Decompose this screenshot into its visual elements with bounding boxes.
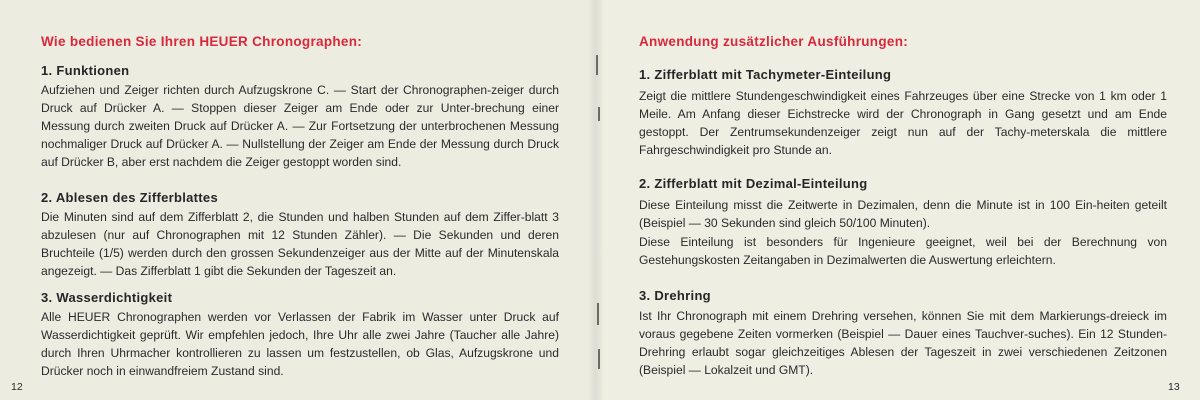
left-page	[0, 0, 595, 400]
right-page	[595, 0, 1200, 400]
paragraph-tachymeter: Zeigt die mittlere Stundengeschwindigkeit eines Fahrzeuges über eine Strecke von 1 km oder 1 Meile. Am Anfang dieser Eichstrecke wird der Chronograph in Gang gesetzt und am Ende gestoppt. Der Zentrumsekundenzeiger zeigt nun auf der Tachy-meterskala die mittlere Fahrgeschwindigkeit pro Stunde an.	[639, 89, 1167, 157]
page-number-right: 13	[1168, 381, 1180, 393]
section-heading-ablesen: 2. Ablesen des Zifferblattes	[41, 190, 218, 205]
paragraph-dezimal-2: Diese Einteilung ist besonders für Ingenieure geeignet, weil bei der Berechnung von Gestehungskosten Zeitangaben in Dezimalwerten die Auswertung erleichtern.	[639, 235, 1167, 267]
section-heading-drehring: 3. Drehring	[639, 288, 711, 303]
left-page-title: Wie bedienen Sie Ihren HEUER Chronographen:	[41, 34, 363, 49]
section-heading-tachymeter: 1. Zifferblatt mit Tachymeter-Einteilung	[639, 67, 892, 82]
section-heading-dezimal: 2. Zifferblatt mit Dezimal-Einteilung	[639, 176, 868, 191]
paragraph-drehring: Ist Ihr Chronograph mit einem Drehring versehen, können Sie mit dem Markierungs-dreieck im voraus gegebene Zeiten vormerken (Beispiel — Dauer eines Tauchver-suches). Ein 12 Stunden-Drehring erlaubt sogar gleichzeitiges Ablesen der Tageszeit in zwei verschiedenen Zeitzonen (Beispiel — Lokalzeit und GMT).	[639, 309, 1167, 377]
binding-staple-mark	[597, 303, 599, 325]
page-number-left: 12	[11, 381, 23, 393]
binding-staple-mark	[596, 55, 598, 75]
section-heading-wasserdichtigkeit: 3. Wasserdichtigkeit	[41, 290, 173, 305]
paragraph-funktionen: Aufziehen und Zeiger richten durch Aufzugskrone C. — Start der Chronographen-zeiger durch Druck auf Drücker A. — Stoppen dieser Zeiger am Ende oder zur Unter-brechung einer Messung durch zweiten Druck auf Drücker A. — Zur Fortsetzung der unterbrochenen Messung nochmaliger Druck auf Drücker A. — Nullstellung der Zeiger am Ende der Messung durch Druck auf Drücker B, aber erst nachdem die Zeiger gestoppt worden sind.	[41, 83, 559, 169]
paragraph-wasserdichtigkeit: Alle HEUER Chronographen werden vor Verlassen der Fabrik im Wasser unter Druck auf Wasserdichtigkeit geprüft. Wir empfehlen jedoch, Ihre Uhr alle zwei Jahre (Taucher alle Jahre) durch Ihren Uhrmacher kontrollieren zu lassen um festzustellen, ob Glas, Aufzugskrone und Drücker noch in einwandfreiem Zustand sind.	[41, 310, 559, 378]
right-page-title: Anwendung zusätzlicher Ausführungen:	[639, 34, 909, 49]
section-heading-funktionen: 1. Funktionen	[41, 63, 130, 78]
paragraph-ablesen: Die Minuten sind auf dem Zifferblatt 2, die Stunden und halben Stunden auf dem Ziffer-blatt 3 abzulesen (nur auf Chronographen mit 12 Stunden Zähler). — Die Sekunden und deren Bruchteile (1/5) werden durch den grossen Sekundenzeiger aus der Mitte auf der Minutenskala angezeigt. — Das Zifferblatt 1 gibt die Sekunden der Tageszeit an.	[41, 210, 559, 278]
paragraph-dezimal-1: Diese Einteilung misst die Zeitwerte in Dezimalen, denn die Minute ist in 100 Ein-heiten geteilt (Beispiel — 30 Sekunden sind gleich 50/100 Minuten).	[639, 198, 1167, 230]
binding-staple-mark	[598, 107, 600, 121]
binding-staple-mark	[598, 349, 600, 369]
